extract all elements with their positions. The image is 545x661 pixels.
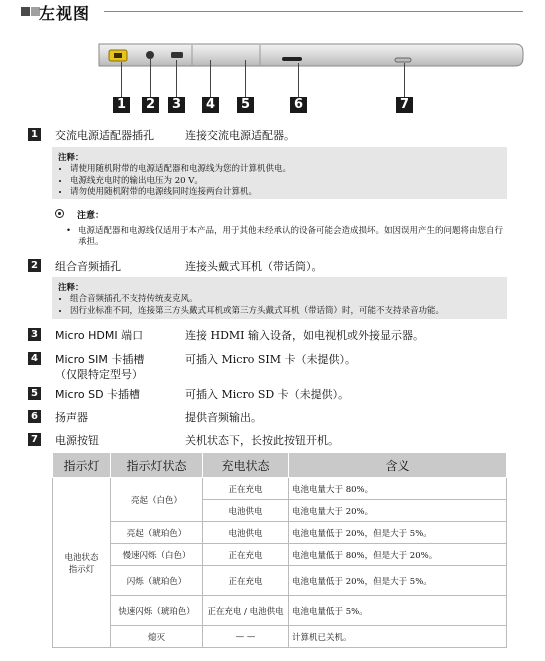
item-description: 提供音频输出。 (185, 411, 262, 424)
caution-text: • 电源适配器和电源线仅适用于本产品，用于其他未经承认的设备可能会造成损坏。如因误用产生的问题将由您自行承担。 (66, 226, 504, 247)
table-row (53, 478, 507, 500)
charge-cell: 电池供电 (203, 522, 289, 544)
item-name: 电源按钮 (55, 434, 99, 447)
meaning-cell: 电池电量大于 20%。 (289, 500, 507, 522)
indicator-cell: 电池状态指示灯 (53, 478, 111, 648)
table-header-row (53, 453, 507, 478)
note-title: 注释： (58, 283, 84, 293)
callout-2: 2 (142, 97, 159, 113)
item-name: 组合音频插孔 (55, 260, 121, 273)
table-row (53, 522, 507, 544)
item-description: 关机状态下，长按此按钮开机。 (185, 434, 339, 447)
table-header: 指示灯 (53, 453, 111, 478)
item-number: 5 (28, 387, 41, 400)
state-cell: 慢速闪烁（白色） (111, 544, 203, 566)
item-name: Micro SD 卡插槽 (55, 388, 141, 401)
charge-cell: 正在充电 / 电池供电 (203, 596, 289, 626)
item-number: 3 (28, 328, 41, 341)
item-number: 1 (28, 128, 41, 141)
table-row (53, 596, 507, 626)
note-box (52, 147, 507, 199)
table-row (53, 566, 507, 596)
charge-cell: — — (203, 626, 289, 648)
item-number: 2 (28, 259, 41, 272)
charge-cell: 正在充电 (203, 478, 289, 500)
meaning-cell: 电池电量低于 80%，但是大于 20%。 (289, 544, 507, 566)
callout-leader-6 (298, 63, 299, 97)
header-square-dark (21, 7, 30, 16)
callout-3: 3 (168, 97, 185, 113)
item-name: 扬声器 (55, 411, 88, 424)
item-description: 可插入 Micro SD 卡（未提供）。 (185, 388, 350, 401)
table-header: 含义 (289, 453, 507, 478)
state-cell: 熄灭 (111, 626, 203, 648)
meaning-cell: 电池电量大于 80%。 (289, 478, 507, 500)
caution-title: 注意： (77, 211, 105, 221)
item-number: 4 (28, 352, 41, 365)
callout-4: 4 (202, 97, 219, 113)
note-bullet: • 因行业标准不同，连接第三方头戴式耳机或第三方头戴式耳机（带话筒）时，可能不支持录音功能。 (70, 306, 501, 318)
note-bullet: • 请勿使用随机附带的电源线同时连接两台计算机。 (70, 187, 501, 199)
callout-leader-3 (176, 60, 177, 97)
item-description: 可插入 Micro SIM 卡（未提供）。 (185, 353, 356, 366)
device-side-view-illustration (95, 40, 525, 70)
item-name: Micro HDMI 端口 (55, 329, 144, 342)
header-rule (104, 11, 523, 12)
charge-cell: 电池供电 (203, 500, 289, 522)
callout-leader-5 (245, 60, 246, 97)
state-cell: 快速闪烁（琥珀色） (111, 596, 203, 626)
note-bullet: • 请使用随机附带的电源适配器和电源线为您的计算机供电。 (70, 164, 501, 176)
item-description: 连接交流电源适配器。 (185, 129, 295, 142)
charge-cell: 正在充电 (203, 566, 289, 596)
item-name-qualifier: （仅限特定型号） (55, 368, 143, 381)
table-header: 指示灯状态 (111, 453, 203, 478)
meaning-cell: 电池电量低于 20%，但是大于 5%。 (289, 522, 507, 544)
meaning-cell: 电池电量低于 20%，但是大于 5%。 (289, 566, 507, 596)
callout-5: 5 (237, 97, 254, 113)
meaning-cell: 计算机已关机。 (289, 626, 507, 648)
note-bullet: • 电源线充电时的输出电压为 20 V。 (70, 176, 501, 188)
item-description: 连接头戴式耳机（带话筒）。 (185, 260, 323, 273)
item-number: 6 (28, 410, 41, 423)
caution-icon (55, 209, 64, 218)
note-box (52, 277, 507, 319)
item-name: 交流电源适配器插孔 (55, 129, 154, 142)
callout-7: 7 (396, 97, 413, 113)
charge-cell: 正在充电 (203, 544, 289, 566)
note-title: 注释： (58, 153, 84, 163)
callout-leader-7 (404, 63, 405, 97)
callout-leader-2 (150, 58, 151, 97)
callout-leader-4 (210, 60, 211, 97)
table-header: 充电状态 (203, 453, 289, 478)
state-cell: 亮起（白色） (111, 478, 203, 522)
callout-leader-1 (121, 62, 122, 97)
page-title: 左视图 (39, 4, 91, 23)
battery-status-table (52, 452, 507, 648)
table-row (53, 626, 507, 648)
item-name: Micro SIM 卡插槽 (55, 353, 145, 366)
table-row (53, 544, 507, 566)
state-cell: 亮起（琥珀色） (111, 522, 203, 544)
callout-1: 1 (113, 97, 130, 113)
item-description: 连接 HDMI 输入设备，如电视机或外接显示器。 (185, 329, 425, 342)
callout-6: 6 (290, 97, 307, 113)
item-number: 7 (28, 433, 41, 446)
meaning-cell: 电池电量低于 5%。 (289, 596, 507, 626)
state-cell: 闪烁（琥珀色） (111, 566, 203, 596)
note-bullet: • 组合音频插孔不支持传统麦克风。 (70, 294, 501, 306)
caution-bullet: 电源适配器和电源线仅适用于本产品，用于其他未经承认的设备可能会造成损坏。如因误用产生的问题将由您自行承担。 (78, 226, 504, 247)
